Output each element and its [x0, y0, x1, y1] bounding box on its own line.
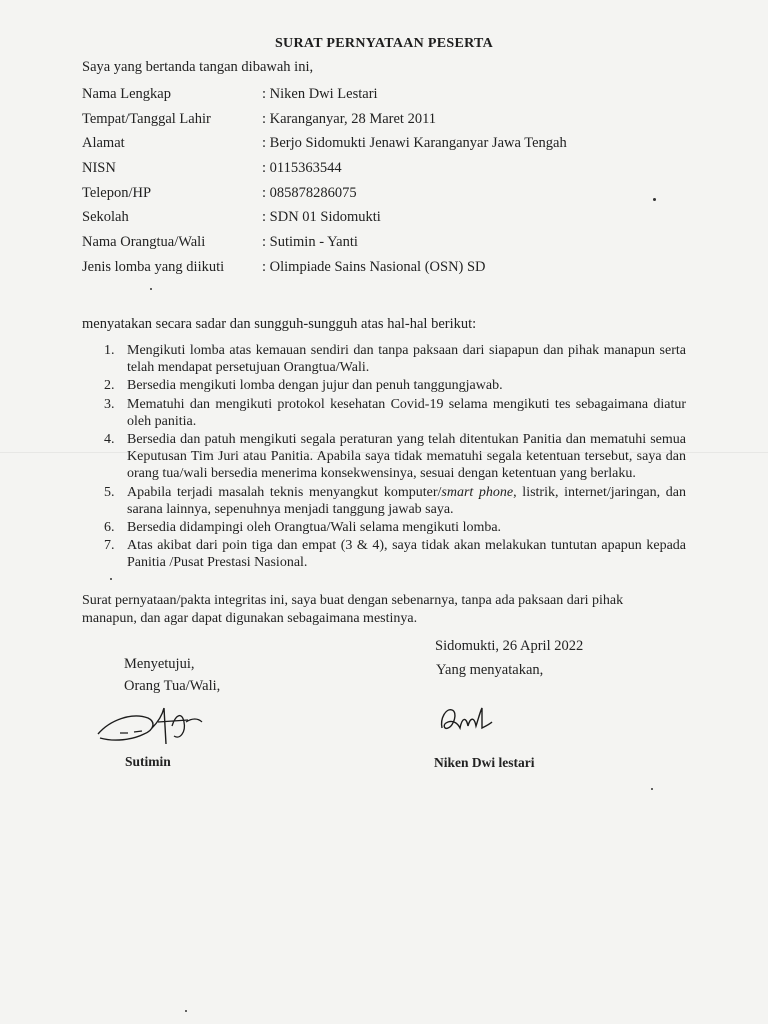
statement-list — [96, 342, 686, 573]
list-text: Bersedia dan patuh mengikuti segala peraturan yang telah ditentukan Panitia dan mematuhi semua Keputusan Tim Juri atau Panitia. Apabila saya tidak mematuhi segala ketentuan tersebut, saya dan orang tua/wali bersedia menerima konsekwensinya, sesuai dengan ketentuan yang berlaku. — [127, 432, 686, 482]
field-row-school — [82, 209, 682, 234]
field-row-competition — [82, 259, 682, 284]
list-item — [96, 342, 686, 376]
list-number: 6. — [104, 520, 115, 536]
list-text: Mematuhi dan mengikuti protokol kesehatan Covid-19 selama mengikuti tes sebagaimana diatur oleh panitia. — [127, 396, 686, 429]
field-value: : 0115363544 — [262, 160, 342, 177]
field-label: Nama Lengkap — [82, 86, 171, 102]
letter-title: SURAT PERNYATAAN PESERTA — [274, 36, 494, 51]
approve-label: Menyetujui, — [124, 656, 195, 672]
list-text: Bersedia didampingi oleh Orangtua/Wali selama mengikuti lomba. — [127, 520, 502, 536]
list-item — [96, 396, 686, 430]
field-label: Alamat — [82, 135, 125, 152]
list-text: Mengikuti lomba atas kemauan sendiri dan tanpa paksaan dari siapapun dan pihak manapun serta telah mendapat persetujuan Orangtua/Wali. — [127, 343, 686, 376]
paper-speck — [651, 788, 653, 790]
list-text-part: Apabila terjadi masalah teknis menyangkut komputer/ — [127, 484, 442, 500]
field-label: Nama Orangtua/Wali — [82, 234, 206, 251]
place-date: Sidomukti, 26 April 2022 — [435, 638, 584, 654]
paper-speck — [653, 198, 656, 201]
field-row-name — [82, 86, 682, 111]
statement-text: menyatakan secara sadar dan sungguh-sungguh atas hal-hal berikut: — [82, 316, 477, 332]
field-row-parent — [82, 234, 682, 259]
field-row-nisn — [82, 160, 682, 185]
field-label: Telepon/HP — [82, 184, 152, 201]
list-number: 3. — [104, 396, 115, 412]
field-row-birth — [82, 111, 682, 136]
declarant-label: Yang menyatakan, — [436, 662, 544, 678]
field-label: NISN — [82, 160, 116, 177]
field-label: Jenis lomba yang diikuti — [82, 258, 225, 275]
field-value: : 085878286075 — [262, 184, 357, 201]
list-text-part: , listrik, internet/jaringan, dan sarana lainnya, sepenuhnya menjadi tanggung jawab saya. — [127, 484, 686, 517]
field-label: Tempat/Tanggal Lahir — [82, 110, 211, 127]
list-number: 1. — [104, 343, 115, 358]
field-row-phone — [82, 185, 682, 210]
field-value: : Sutimin - Yanti — [262, 234, 358, 251]
parent-signature — [92, 700, 222, 752]
list-number: 7. — [104, 538, 115, 554]
guardian-label: Orang Tua/Wali, — [124, 678, 221, 694]
parent-name: Sutimin — [125, 754, 171, 769]
list-item — [96, 519, 686, 536]
student-name: Niken Dwi lestari — [434, 755, 535, 770]
list-number: 2. — [104, 378, 115, 394]
field-value: : SDN 01 Sidomukti — [262, 209, 381, 226]
participant-fields — [82, 86, 682, 284]
list-text-italic: smart phone — [441, 484, 514, 500]
field-row-address — [82, 135, 682, 160]
field-value: : Karanganyar, 28 Maret 2011 — [262, 110, 437, 127]
list-item — [96, 377, 686, 394]
paper-speck — [185, 1010, 187, 1012]
field-value: : Berjo Sidomukti Jenawi Karanganyar Jawa Tengah — [262, 135, 567, 152]
intro-text: Saya yang bertanda tangan dibawah ini, — [82, 59, 314, 75]
list-item — [96, 431, 686, 483]
field-label: Sekolah — [82, 209, 129, 226]
list-text: Atas akibat dari poin tiga dan empat (3 & 4), saya tidak akan melakukan tuntutan apapun kepada Panitia /Pusat Prestasi Nasional. — [127, 538, 686, 571]
field-value: : Olimpiade Sains Nasional (OSN) SD — [262, 258, 486, 275]
list-text: Bersedia mengikuti lomba dengan jujur dan penuh tanggungjawab. — [127, 378, 503, 394]
student-signature — [436, 700, 506, 740]
list-number: 4. — [104, 432, 115, 448]
closing-text: Surat pernyataan/pakta integritas ini, saya buat dengan sebenarnya, tanpa ada paksaan dari pihak manapun, dan agar dapat digunakan sebagaimana mestinya. — [82, 593, 624, 626]
paper-speck — [110, 578, 112, 580]
field-value: : Niken Dwi Lestari — [262, 86, 378, 102]
list-item — [96, 484, 686, 518]
list-item — [96, 537, 686, 571]
paper-speck — [150, 288, 152, 290]
list-number: 5. — [104, 484, 115, 500]
